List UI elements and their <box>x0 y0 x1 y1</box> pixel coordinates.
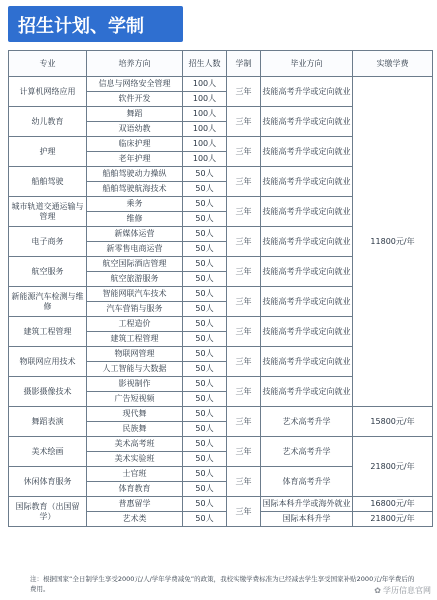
years-cell: 三年 <box>227 257 261 287</box>
direction-cell: 双语幼教 <box>87 122 183 137</box>
footnote: 注：根据国家“全日制学生享受2000元/人/学年学费减免”的政策，我校实缴学费标准为已经减去学生享受国家补贴2000元/年学费后的费用。 <box>30 575 415 593</box>
major-name: 护理 <box>9 137 87 167</box>
major-name: 休闲体育服务 <box>9 467 87 497</box>
table-row <box>9 497 433 512</box>
paw-icon: ✿ <box>374 586 381 595</box>
count-cell: 100人 <box>183 122 227 137</box>
count-cell: 50人 <box>183 482 227 497</box>
direction-cell: 老年护理 <box>87 152 183 167</box>
direction-cell: 现代舞 <box>87 407 183 422</box>
header-destination: 毕业方向 <box>261 51 353 77</box>
direction-cell: 乘务 <box>87 197 183 212</box>
count-cell: 100人 <box>183 107 227 122</box>
major-name: 新能源汽车检测与维修 <box>9 287 87 317</box>
table-header-row <box>9 51 433 77</box>
major-name: 城市轨道交通运输与管理 <box>9 197 87 227</box>
count-cell: 50人 <box>183 512 227 527</box>
destination-cell: 技能高考升学或定向就业 <box>261 347 353 377</box>
direction-cell: 体育教育 <box>87 482 183 497</box>
direction-cell: 物联网管理 <box>87 347 183 362</box>
destination-cell: 技能高考升学或定向就业 <box>261 257 353 287</box>
count-cell: 50人 <box>183 272 227 287</box>
count-cell: 50人 <box>183 182 227 197</box>
count-cell: 50人 <box>183 497 227 512</box>
major-name: 计算机网络应用 <box>9 77 87 107</box>
count-cell: 100人 <box>183 137 227 152</box>
years-cell: 三年 <box>227 227 261 257</box>
enrollment-table-wrapper <box>8 50 432 527</box>
years-cell: 三年 <box>227 107 261 137</box>
major-name: 电子商务 <box>9 227 87 257</box>
fee-intl-art: 21800元/年 <box>353 512 433 527</box>
count-cell: 100人 <box>183 77 227 92</box>
direction-cell: 广告短视频 <box>87 392 183 407</box>
direction-cell: 航空旅游服务 <box>87 272 183 287</box>
direction-cell: 航空国际酒店管理 <box>87 257 183 272</box>
direction-cell: 工程造价 <box>87 317 183 332</box>
table-row <box>9 77 433 92</box>
count-cell: 50人 <box>183 392 227 407</box>
count-cell: 50人 <box>183 407 227 422</box>
years-cell: 三年 <box>227 317 261 347</box>
direction-cell: 建筑工程管理 <box>87 332 183 347</box>
title-banner <box>8 6 183 42</box>
header-years: 学制 <box>227 51 261 77</box>
major-name: 建筑工程管理 <box>9 317 87 347</box>
count-cell: 100人 <box>183 92 227 107</box>
count-cell: 50人 <box>183 347 227 362</box>
destination-cell: 技能高考升学或定向就业 <box>261 377 353 407</box>
major-name: 物联网应用技术 <box>9 347 87 377</box>
header-count: 招生人数 <box>183 51 227 77</box>
years-cell: 三年 <box>227 167 261 197</box>
years-cell: 三年 <box>227 137 261 167</box>
header-fee: 实缴学费 <box>353 51 433 77</box>
count-cell: 50人 <box>183 197 227 212</box>
table-row <box>9 407 433 422</box>
destination-cell: 技能高考升学或定向就业 <box>261 77 353 107</box>
count-cell: 50人 <box>183 452 227 467</box>
count-cell: 50人 <box>183 422 227 437</box>
direction-cell: 船舶驾驶动力操纵 <box>87 167 183 182</box>
enrollment-table <box>8 50 433 527</box>
page-title: 招生计划、学制 <box>18 16 144 37</box>
direction-cell: 美术实验班 <box>87 452 183 467</box>
count-cell: 50人 <box>183 317 227 332</box>
count-cell: 50人 <box>183 302 227 317</box>
fee-intl: 16800元/年 <box>353 497 433 512</box>
fee-art: 21800元/年 <box>353 437 433 497</box>
direction-cell: 美术高考班 <box>87 437 183 452</box>
count-cell: 50人 <box>183 437 227 452</box>
count-cell: 50人 <box>183 167 227 182</box>
count-cell: 50人 <box>183 332 227 347</box>
years-cell: 三年 <box>227 467 261 497</box>
count-cell: 50人 <box>183 467 227 482</box>
header-direction: 培养方向 <box>87 51 183 77</box>
major-name: 舞蹈表演 <box>9 407 87 437</box>
years-cell: 三年 <box>227 437 261 467</box>
count-cell: 50人 <box>183 287 227 302</box>
years-cell: 三年 <box>227 407 261 437</box>
years-cell: 三年 <box>227 377 261 407</box>
direction-cell: 艺术类 <box>87 512 183 527</box>
years-cell: 三年 <box>227 197 261 227</box>
destination-cell: 技能高考升学或定向就业 <box>261 287 353 317</box>
destination-cell: 技能高考升学或定向就业 <box>261 197 353 227</box>
direction-cell: 临床护理 <box>87 137 183 152</box>
count-cell: 100人 <box>183 152 227 167</box>
direction-cell: 新媒体运营 <box>87 227 183 242</box>
major-name: 摄影摄像技术 <box>9 377 87 407</box>
major-name: 国际教育（出国留学） <box>9 497 87 527</box>
destination-cell: 国际本科升学 <box>261 512 353 527</box>
watermark-text: 学历信息官网 <box>383 586 431 595</box>
direction-cell: 影视制作 <box>87 377 183 392</box>
direction-cell: 信息与网络安全管理 <box>87 77 183 92</box>
major-name: 美术绘画 <box>9 437 87 467</box>
count-cell: 50人 <box>183 362 227 377</box>
destination-cell: 技能高考升学或定向就业 <box>261 107 353 137</box>
count-cell: 50人 <box>183 242 227 257</box>
destination-cell: 技能高考升学或定向就业 <box>261 317 353 347</box>
years-cell: 三年 <box>227 347 261 377</box>
direction-cell: 普惠留学 <box>87 497 183 512</box>
years-cell: 三年 <box>227 77 261 107</box>
direction-cell: 新零售电商运营 <box>87 242 183 257</box>
direction-cell: 舞蹈 <box>87 107 183 122</box>
direction-cell: 士官班 <box>87 467 183 482</box>
destination-cell: 体育高考升学 <box>261 467 353 497</box>
count-cell: 50人 <box>183 212 227 227</box>
direction-cell: 人工智能与大数据 <box>87 362 183 377</box>
direction-cell: 软件开发 <box>87 92 183 107</box>
major-name: 航空服务 <box>9 257 87 287</box>
years-cell: 三年 <box>227 497 261 527</box>
count-cell: 50人 <box>183 377 227 392</box>
destination-cell: 艺术高考升学 <box>261 437 353 467</box>
direction-cell: 汽车营销与服务 <box>87 302 183 317</box>
destination-cell: 国际本科升学或海外就业 <box>261 497 353 512</box>
direction-cell: 船舶驾驶航海技术 <box>87 182 183 197</box>
watermark <box>374 585 431 596</box>
direction-cell: 民族舞 <box>87 422 183 437</box>
header-major: 专业 <box>9 51 87 77</box>
direction-cell: 维修 <box>87 212 183 227</box>
count-cell: 50人 <box>183 257 227 272</box>
fee-general: 11800元/年 <box>353 77 433 407</box>
direction-cell: 智能网联汽车技术 <box>87 287 183 302</box>
count-cell: 50人 <box>183 227 227 242</box>
destination-cell: 艺术高考升学 <box>261 407 353 437</box>
destination-cell: 技能高考升学或定向就业 <box>261 137 353 167</box>
fee-photo: 15800元/年 <box>353 407 433 437</box>
years-cell: 三年 <box>227 287 261 317</box>
table-row <box>9 437 433 452</box>
major-name: 船舶驾驶 <box>9 167 87 197</box>
major-name: 幼儿教育 <box>9 107 87 137</box>
destination-cell: 技能高考升学或定向就业 <box>261 227 353 257</box>
destination-cell: 技能高考升学或定向就业 <box>261 167 353 197</box>
